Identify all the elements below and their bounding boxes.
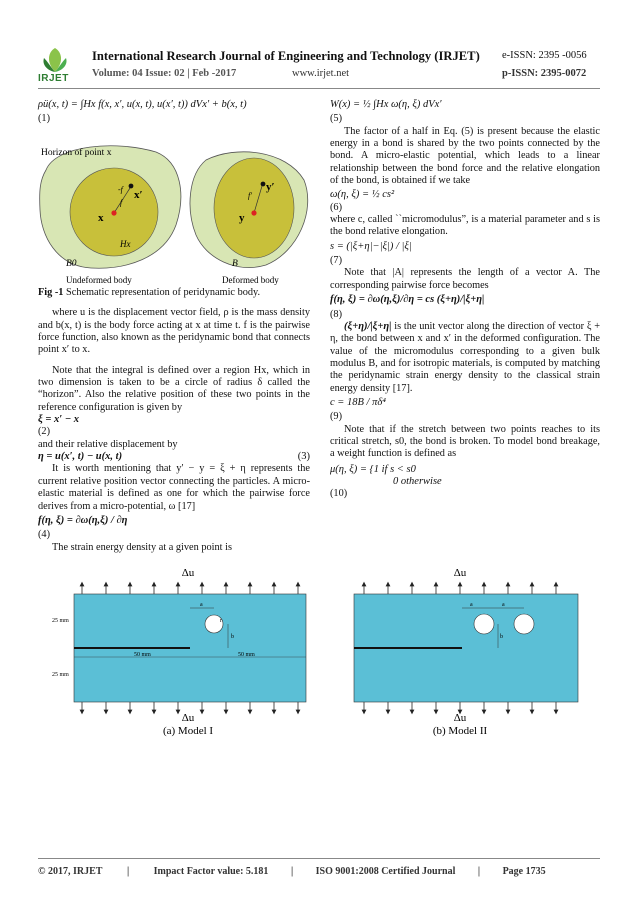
equation-8-label: (8) (330, 308, 343, 320)
svg-text:f′: f′ (248, 191, 252, 200)
deformed-horizon (214, 158, 294, 258)
hole-2b (514, 614, 534, 634)
svg-text:r: r (220, 618, 222, 624)
left-column-text (38, 287, 310, 554)
svg-text:50 mm: 50 mm (134, 652, 151, 658)
journal-title: International Research Journal of Engineering and Technology (IRJET) (92, 49, 480, 63)
equation-10-label: (10) (330, 488, 348, 500)
svg-text:25 mm: 25 mm (52, 618, 69, 624)
svg-text:a: a (470, 602, 473, 608)
paragraph-3: and their relative displacement by (38, 438, 178, 450)
model-2 (354, 567, 578, 737)
svg-text:25 mm: 25 mm (52, 672, 69, 678)
point-xp (129, 184, 134, 189)
figure-2 (38, 564, 600, 740)
svg-text:Δu: Δu (453, 567, 467, 579)
paragraph-7: where c, called ``micromodulus”, is a material parameter and s is the bond relative elongation. (330, 214, 600, 238)
equation-6-label: (6) (330, 201, 343, 213)
caption-model-2: (b) Model II (432, 725, 488, 737)
equation-10b: 0 otherwise (393, 475, 442, 487)
point-x (111, 210, 116, 215)
equation-8: f(η, ξ) = ∂ω(η,ξ)/∂η = cs (ξ+η)/|ξ+η| (330, 294, 485, 306)
hole-2a (474, 614, 494, 634)
paragraph-5: The strain energy density at a given point is (52, 541, 232, 553)
header-rule (38, 88, 600, 89)
figure-1 (36, 140, 312, 288)
svg-text:B: B (232, 259, 238, 269)
equation-4-label: (4) (38, 529, 51, 541)
volume-issue: Volume: 04 Issue: 02 | Feb -2017 (92, 68, 237, 79)
svg-text:y: y (239, 212, 245, 224)
equation-1: ρü(x, t) = ∫Hx f(x, x′, u(x, t), u(x′, t)) dVx′ + b(x, t) (38, 99, 247, 110)
paragraph-2: Note that the integral is defined over a region Hx, which in two dimension is taken to be a circle of radius δ called the “horizon”. Also the relative position of these two points in the reference configuration is given by (38, 364, 310, 413)
footer-copyright: © 2017, IRJET (38, 866, 103, 877)
svg-text:f: f (120, 198, 123, 207)
left-column (38, 99, 310, 126)
svg-text:-f: -f (118, 185, 123, 194)
svg-text:Δu: Δu (181, 712, 195, 724)
equation-5: W(x) = ½ ∫Hx ω(η, ξ) dVx′ (330, 99, 442, 110)
svg-text:x: x (98, 212, 104, 224)
svg-text:a: a (200, 602, 203, 608)
equation-2-label: (2) (38, 426, 51, 438)
equation-1-label: (1) (38, 113, 51, 125)
equation-9-label: (9) (330, 411, 343, 423)
svg-text:Hx: Hx (120, 239, 131, 249)
e-issn: e-ISSN: 2395 -0056 (502, 50, 587, 61)
equation-7: s = (|ξ+η|−|ξ|) / |ξ| (330, 240, 412, 252)
equation-2: ξ = x′ − x (38, 414, 80, 426)
paragraph-10: Note that if the stretch between two points reaches to its critical stretch, s0, the bond is broken. To model bond breakage, a weight function is defined as (330, 423, 600, 460)
caption-model-1: (a) Model I (162, 725, 214, 737)
point-y (251, 210, 256, 215)
svg-text:y′: y′ (266, 181, 275, 193)
svg-text:b: b (231, 634, 234, 640)
page-footer: © 2017, IRJET | Impact Factor value: 5.181 | ISO 9001:2008 Certified Journal | Page 1735 (38, 866, 546, 877)
svg-text:B0: B0 (66, 259, 77, 269)
footer-impact: Impact Factor value: 5.181 (153, 866, 269, 877)
svg-text:x′: x′ (134, 189, 143, 201)
svg-text:Δu: Δu (181, 567, 195, 579)
svg-text:Deformed body: Deformed body (222, 275, 279, 285)
equation-3: η = u(x′, t) − u(x, t) (3) (38, 451, 310, 463)
equation-7-label: (7) (330, 255, 343, 267)
logo-text: IRJET (38, 73, 69, 84)
svg-text:b: b (500, 634, 503, 640)
svg-text:Undeformed body: Undeformed body (66, 275, 132, 285)
equation-10a: μ(η, ξ) = {1 if s < s0 (330, 463, 416, 475)
website: www.irjet.net (292, 68, 350, 79)
point-yp (261, 182, 266, 187)
paragraph-1: where u is the displacement vector field, ρ is the mass density and b(x, t) is the body force acting at x at time t. f is the pairwise force function, also known as the peridynamic bond that connects point x′ to x. (38, 307, 310, 356)
figure-1-caption: Fig -1 Schematic representation of peridynamic body. (38, 287, 261, 298)
equation-9: c = 18B / πδ⁴ (330, 396, 386, 408)
footer-page: Page 1735 (502, 866, 546, 877)
equation-5-label: (5) (330, 113, 343, 125)
svg-text:50 mm: 50 mm (238, 652, 255, 658)
model-1 (52, 567, 306, 737)
footer-rule (38, 858, 600, 859)
paragraph-4: It is worth mentioning that y′ − y = ξ + η represents the current relative position vector connecting the particles. A micro-elastic material is defined as one for which the pairwise force derives from a micro-potential, ω [17] (38, 463, 310, 512)
equation-6: ω(η, ξ) = ½ cs² (330, 189, 395, 201)
svg-text:Δu: Δu (453, 712, 467, 724)
svg-text:a: a (502, 602, 505, 608)
p-issn: p-ISSN: 2395-0072 (502, 68, 587, 79)
footer-iso: ISO 9001:2008 Certified Journal (315, 866, 456, 877)
equation-4: f(η, ξ) = ∂ω(η,ξ) / ∂η (38, 514, 128, 526)
right-column (330, 99, 600, 501)
paragraph-9: (ξ+η)/|ξ+η| is the unit vector along the direction of vector ξ + η, the bond between x and x′ in the deformed configuration. The value of the micromodulus corresponding to a given bulk modulus B, and for isotropic materials, is computed by matching the peridynamic strain energy density to the classical strain energy density [17]. (330, 320, 600, 394)
horizon-label: Horizon of point x (41, 148, 112, 158)
paragraph-6: The factor of a half in Eq. (5) is present because the elastic energy in a bond is shared by the two points connected by the bond. A micro-elastic potential, which leads to a linear relationship between the bond force and the relative elongation of the bond, is obtained if we take (330, 125, 600, 187)
page-header (0, 0, 638, 92)
paragraph-8: Note that |A| represents the length of a vector A. The corresponding pairwise force becomes (330, 267, 600, 291)
